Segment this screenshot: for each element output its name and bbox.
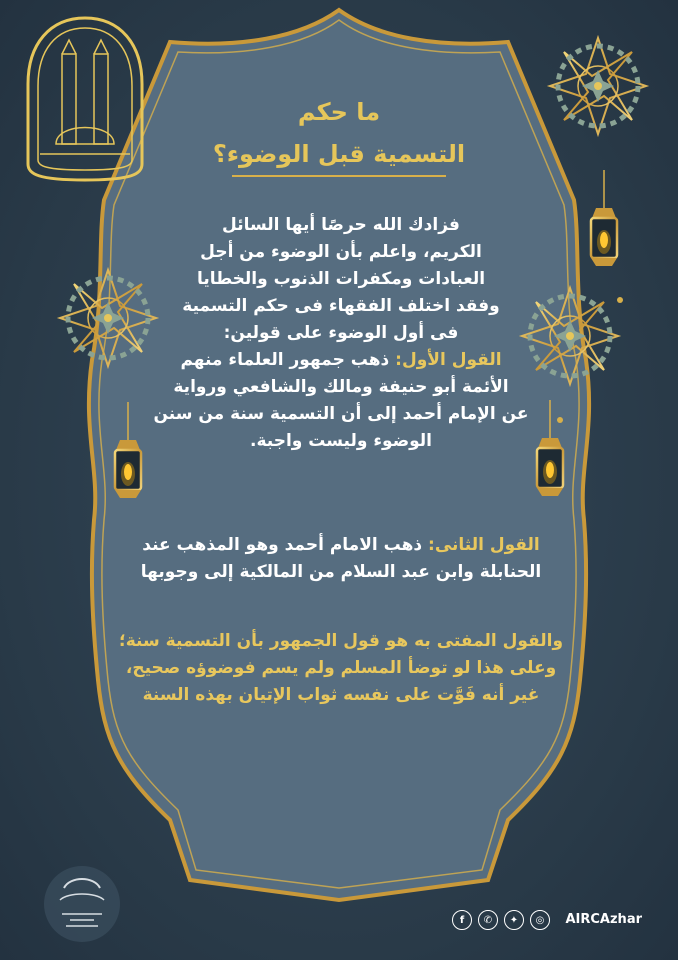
first-opinion-line bbox=[118, 347, 564, 374]
first-opinion-text: ذهب جمهور العلماء منهم bbox=[180, 350, 396, 370]
conclusion-line: غير أنه فَوَّت على نفسه ثواب الإتيان بهذه السنة bbox=[142, 685, 540, 705]
paragraph-conclusion bbox=[108, 628, 574, 709]
first-opinion-line: الأئمة أبو حنيفة ومالك والشافعي ورواية bbox=[173, 377, 509, 397]
paragraph-intro bbox=[118, 212, 564, 455]
azhar-emblem bbox=[20, 14, 150, 184]
intro-line: فى أول الوضوء على قولين: bbox=[223, 323, 459, 343]
instagram-icon[interactable]: ◎ bbox=[530, 910, 550, 930]
second-opinion-label: القول الثانى: bbox=[428, 535, 540, 555]
intro-line: الكريم، واعلم بأن الوضوء من أجل bbox=[200, 242, 482, 262]
social-icons bbox=[452, 910, 550, 930]
twitter-icon[interactable]: ✦ bbox=[504, 910, 524, 930]
lantern-top-right bbox=[591, 170, 617, 266]
title-line-2: التسمية قبل الوضوء؟ bbox=[212, 140, 466, 168]
social-handle[interactable]: AIRCAzhar bbox=[565, 912, 642, 927]
conclusion-line: وعلى هذا لو توضأ المسلم ولم يسم فوضوؤه صحيح، bbox=[125, 658, 557, 678]
facebook-icon[interactable]: f bbox=[452, 910, 472, 930]
intro-line: فزادك الله حرصًا أيها السائل bbox=[222, 215, 460, 235]
title-line-1: ما حكم bbox=[297, 98, 381, 126]
second-opinion-line: الحنابلة وابن عبد السلام من المالكية إلى وجوبها bbox=[140, 562, 542, 582]
media-center-logo bbox=[40, 858, 124, 950]
paragraph-second-opinion bbox=[118, 532, 564, 586]
second-opinion-text: ذهب الامام أحمد وهو المذهب عند bbox=[142, 535, 429, 555]
first-opinion-label: القول الأول: bbox=[395, 350, 502, 370]
intro-line: وفقد اختلف الفقهاء فى حكم التسمية bbox=[182, 296, 500, 316]
first-opinion-line: عن الإمام أحمد إلى أن التسمية سنة من سنن bbox=[153, 404, 529, 424]
first-opinion-line: الوضوء وليست واجبة. bbox=[249, 431, 433, 451]
conclusion-line: والقول المفتى به هو قول الجمهور بأن التسمية سنة؛ bbox=[118, 631, 564, 651]
whatsapp-icon[interactable]: ✆ bbox=[478, 910, 498, 930]
intro-line: العبادات ومكفرات الذنوب والخطايا bbox=[196, 269, 486, 289]
top-right-ornament bbox=[550, 38, 646, 134]
second-opinion-line bbox=[118, 532, 564, 559]
